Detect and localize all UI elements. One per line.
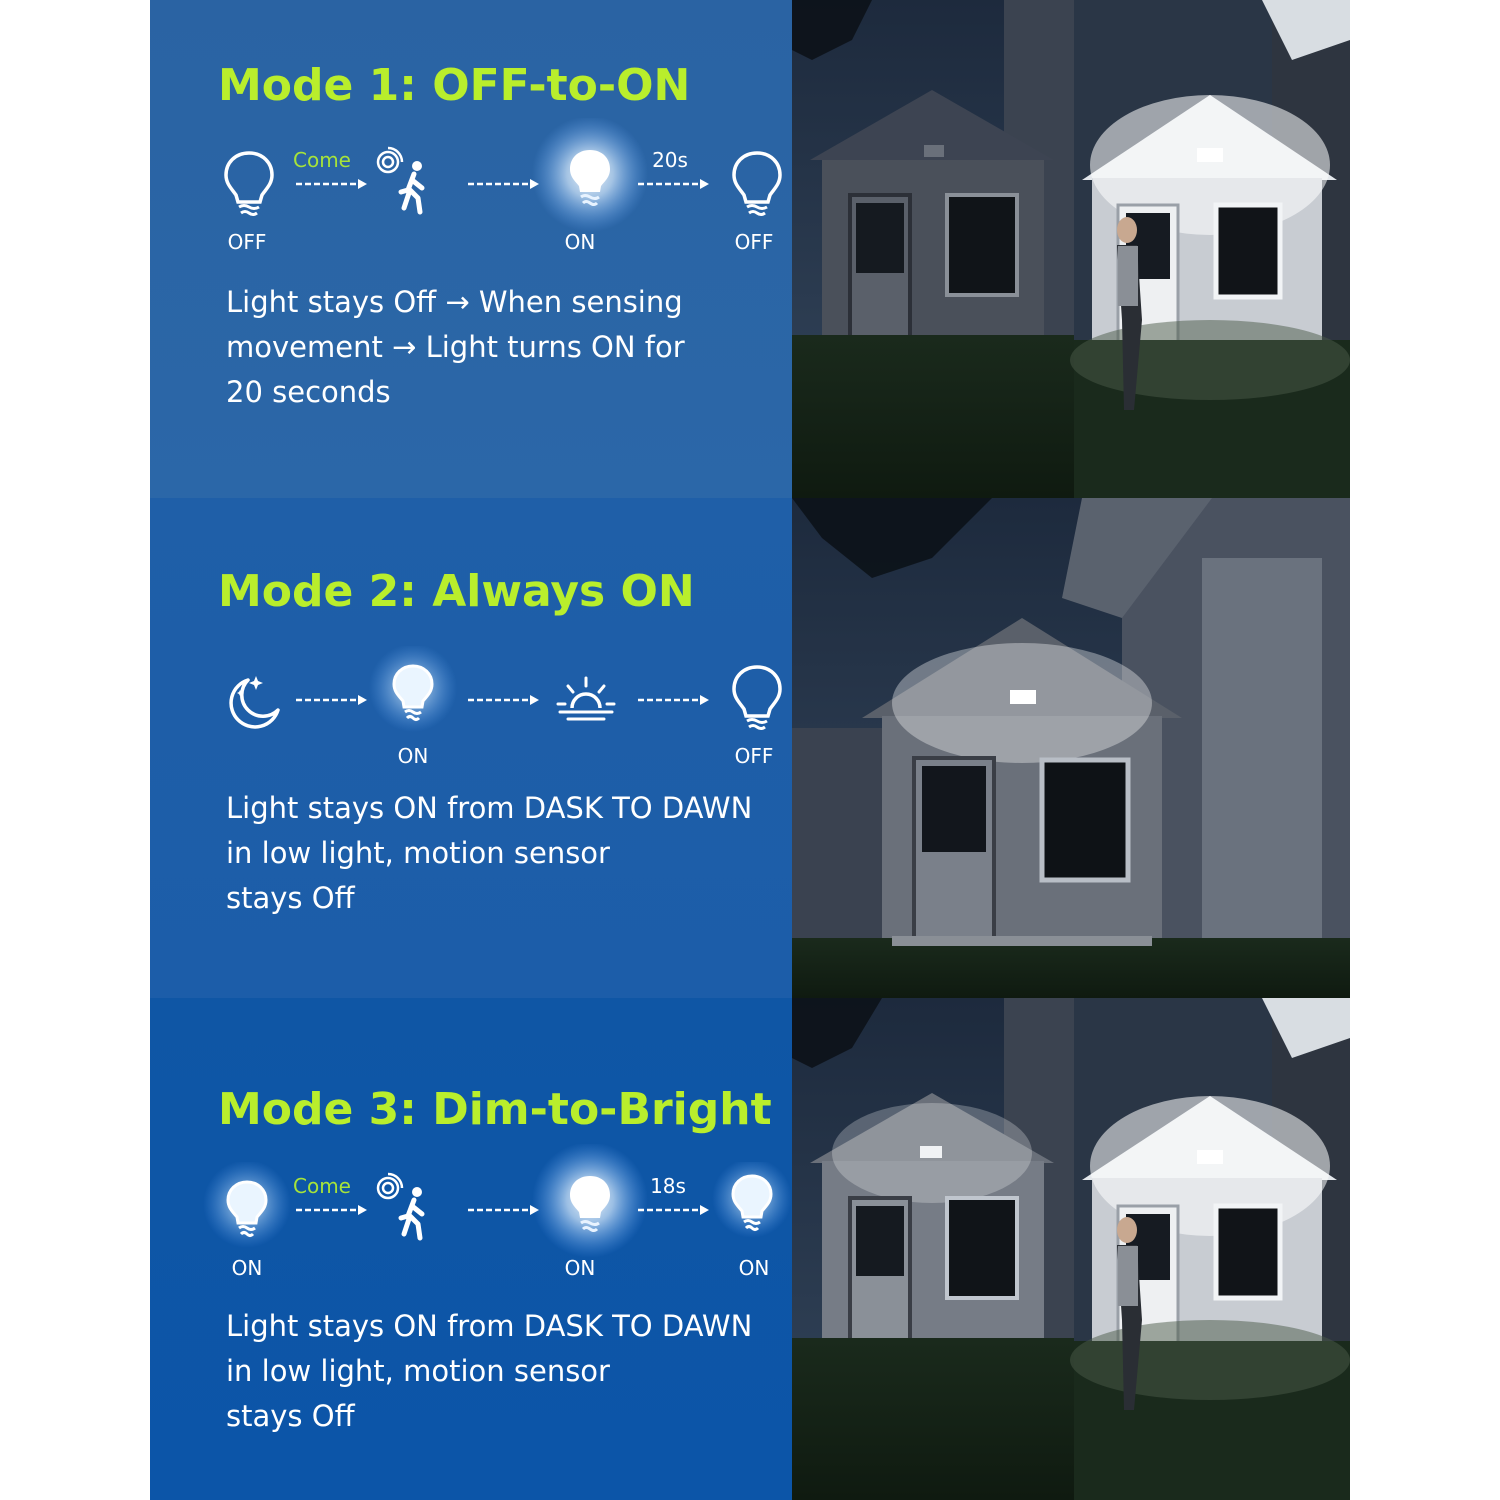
sunrise-icon <box>556 674 616 726</box>
dashed-arrow-icon <box>296 178 368 190</box>
description-line: Light stays ON from DASK TO DAWN <box>226 791 753 825</box>
trigger-text: Come <box>293 148 351 172</box>
dashed-arrow-icon <box>638 694 710 706</box>
step-label: OFF <box>734 230 774 254</box>
step-label: ON <box>738 1256 770 1280</box>
step-label: ON <box>564 230 596 254</box>
product-infographic <box>150 0 1350 1500</box>
mode-3-title: Mode 3: Dim-to-Bright <box>218 1084 772 1135</box>
dashed-arrow-icon <box>296 694 368 706</box>
bulb-on-icon <box>368 646 458 742</box>
description-line: movement → Light turns ON for <box>226 330 685 364</box>
dashed-arrow-icon <box>638 178 710 190</box>
dashed-arrow-icon <box>468 694 540 706</box>
step-label: OFF <box>734 744 774 768</box>
dashed-arrow-icon <box>638 1204 710 1216</box>
bulb-on-icon <box>530 118 650 238</box>
mode-1-panel <box>150 0 792 498</box>
timer-text: 18s <box>650 1174 686 1198</box>
bulb-off-icon <box>730 664 784 734</box>
mode-3-scene-photo <box>792 998 1350 1500</box>
mode-1-description <box>226 280 786 415</box>
bulb-dim-icon <box>712 1162 792 1252</box>
description-line: stays Off <box>226 881 355 915</box>
mode-1-scene-photo <box>792 0 1350 498</box>
description-line: Light stays ON from DASK TO DAWN <box>226 1309 753 1343</box>
timer-text: 20s <box>652 148 688 172</box>
motion-person-icon <box>374 146 434 220</box>
step-label: ON <box>231 1256 263 1280</box>
mode-2-panel <box>150 498 792 998</box>
step-label: OFF <box>227 230 267 254</box>
mode-2-scene-photo <box>792 498 1350 998</box>
bulb-dim-icon <box>202 1162 292 1258</box>
bulb-off-icon <box>222 150 276 220</box>
description-line: 20 seconds <box>226 375 391 409</box>
description-line: stays Off <box>226 1399 355 1433</box>
dashed-arrow-icon <box>296 1204 368 1216</box>
mode-2-title: Mode 2: Always ON <box>218 566 695 617</box>
step-label: ON <box>564 1256 596 1280</box>
description-line: in low light, motion sensor <box>226 1354 610 1388</box>
mode-1-title: Mode 1: OFF-to-ON <box>218 60 691 111</box>
mode-3-description <box>226 1304 786 1439</box>
description-line: Light stays Off → When sensing <box>226 285 683 319</box>
step-label: ON <box>397 744 429 768</box>
mode-2-description <box>226 786 786 921</box>
trigger-text: Come <box>293 1174 351 1198</box>
moon-stars-icon <box>226 670 286 730</box>
bulb-on-icon <box>530 1144 650 1264</box>
description-line: in low light, motion sensor <box>226 836 610 870</box>
mode-3-panel <box>150 998 792 1500</box>
motion-person-icon <box>374 1172 434 1246</box>
bulb-off-icon <box>730 150 784 220</box>
